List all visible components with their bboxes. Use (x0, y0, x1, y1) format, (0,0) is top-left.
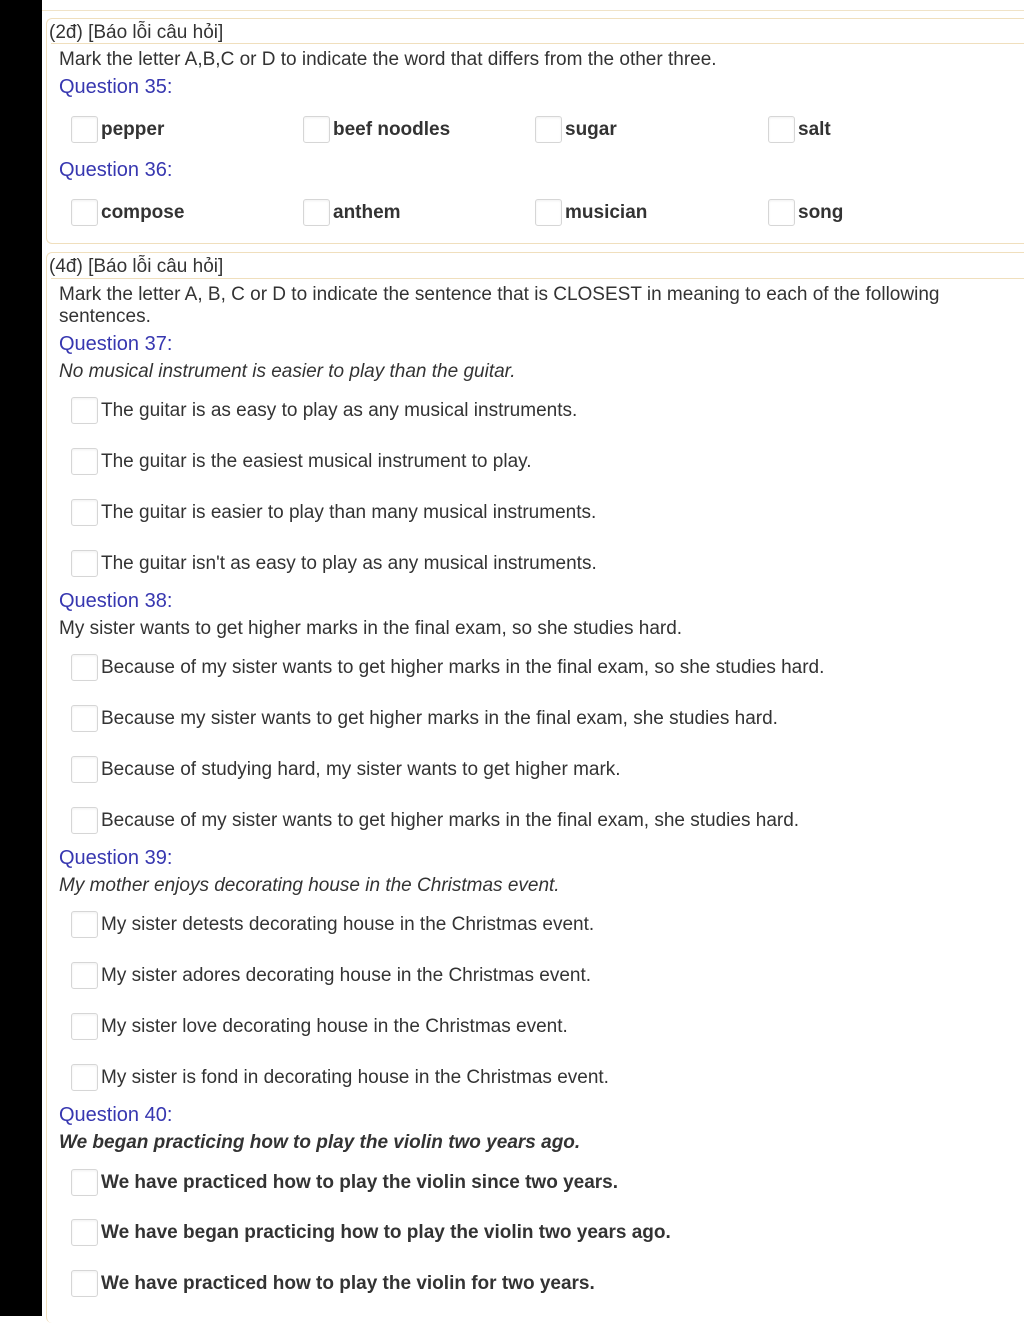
checkbox[interactable] (71, 807, 98, 834)
checkbox[interactable] (71, 1013, 98, 1040)
q36-option-d[interactable]: song (768, 199, 843, 226)
checkbox[interactable] (71, 448, 98, 475)
checkbox[interactable] (71, 397, 98, 424)
checkbox[interactable] (535, 199, 562, 226)
q35-option-c[interactable]: sugar (535, 116, 617, 143)
checkbox[interactable] (303, 199, 330, 226)
group-2-instruction-line-2: sentences. (59, 306, 151, 327)
checkbox[interactable] (303, 116, 330, 143)
question-37-title: Question 37: (59, 333, 173, 355)
question-group-1 (46, 18, 1024, 244)
q37-option-c[interactable]: The guitar is easier to play than many musical instruments. (71, 499, 596, 526)
q40-option-c[interactable]: We have practiced how to play the violin for two years. (71, 1270, 595, 1297)
checkbox[interactable] (71, 911, 98, 938)
group-1-body (51, 43, 1024, 242)
checkbox[interactable] (768, 199, 795, 226)
q39-option-c[interactable]: My sister love decorating house in the Christmas event. (71, 1013, 568, 1040)
group-1-points-report[interactable]: (2đ) [Báo lỗi câu hỏi] (49, 22, 224, 43)
question-39-stem: My mother enjoys decorating house in the Christmas event. (59, 875, 560, 896)
question-36-title: Question 36: (59, 159, 173, 181)
q38-option-c[interactable]: Because of studying hard, my sister wants to get higher mark. (71, 756, 621, 783)
q37-option-b[interactable]: The guitar is the easiest musical instrument to play. (71, 448, 532, 475)
question-40-title: Question 40: (59, 1104, 173, 1126)
q38-option-b[interactable]: Because my sister wants to get higher marks in the final exam, she studies hard. (71, 705, 778, 732)
previous-section-edge (42, 0, 1024, 11)
question-group-2 (46, 252, 1024, 1323)
q37-option-d[interactable]: The guitar isn't as easy to play as any musical instruments. (71, 550, 597, 577)
checkbox[interactable] (71, 654, 98, 681)
q38-option-a[interactable]: Because of my sister wants to get higher marks in the final exam, so she studies hard. (71, 654, 824, 681)
question-38-title: Question 38: (59, 590, 173, 612)
checkbox[interactable] (71, 756, 98, 783)
question-39-title: Question 39: (59, 847, 173, 869)
checkbox[interactable] (71, 1064, 98, 1091)
checkbox[interactable] (71, 116, 98, 143)
q36-option-a[interactable]: compose (71, 199, 184, 226)
q40-option-a[interactable]: We have practiced how to play the violin since two years. (71, 1169, 618, 1196)
q40-option-b[interactable]: We have began practicing how to play the violin two years ago. (71, 1219, 671, 1246)
checkbox[interactable] (71, 199, 98, 226)
q39-option-b[interactable]: My sister adores decorating house in the Christmas event. (71, 962, 591, 989)
q37-option-a[interactable]: The guitar is as easy to play as any musical instruments. (71, 397, 577, 424)
left-dark-margin (0, 0, 42, 1316)
group-2-points-report[interactable]: (4đ) [Báo lỗi câu hỏi] (49, 256, 224, 277)
checkbox[interactable] (71, 550, 98, 577)
question-35-title: Question 35: (59, 76, 173, 98)
checkbox[interactable] (71, 962, 98, 989)
checkbox[interactable] (71, 499, 98, 526)
q38-option-d[interactable]: Because of my sister wants to get higher marks in the final exam, she studies hard. (71, 807, 799, 834)
group-2-instruction-line-1: Mark the letter A, B, C or D to indicate the sentence that is CLOSEST in meaning to each of the following (59, 284, 940, 305)
q35-option-d[interactable]: salt (768, 116, 831, 143)
checkbox[interactable] (71, 1219, 98, 1246)
checkbox[interactable] (768, 116, 795, 143)
q39-option-d[interactable]: My sister is fond in decorating house in the Christmas event. (71, 1064, 609, 1091)
q36-option-c[interactable]: musician (535, 199, 647, 226)
q39-option-a[interactable]: My sister detests decorating house in the Christmas event. (71, 911, 594, 938)
group-1-instruction: Mark the letter A,B,C or D to indicate the word that differs from the other three. (59, 49, 717, 70)
checkbox[interactable] (71, 705, 98, 732)
question-37-stem: No musical instrument is easier to play than the guitar. (59, 361, 516, 382)
checkbox[interactable] (71, 1169, 98, 1196)
checkbox[interactable] (535, 116, 562, 143)
q35-option-b[interactable]: beef noodles (303, 116, 450, 143)
question-38-stem: My sister wants to get higher marks in the final exam, so she studies hard. (59, 618, 683, 639)
q36-option-b[interactable]: anthem (303, 199, 401, 226)
q35-option-a[interactable]: pepper (71, 116, 164, 143)
question-40-stem: We began practicing how to play the violin two years ago. (59, 1132, 581, 1153)
checkbox[interactable] (71, 1270, 98, 1297)
group-2-body (51, 278, 1024, 1324)
